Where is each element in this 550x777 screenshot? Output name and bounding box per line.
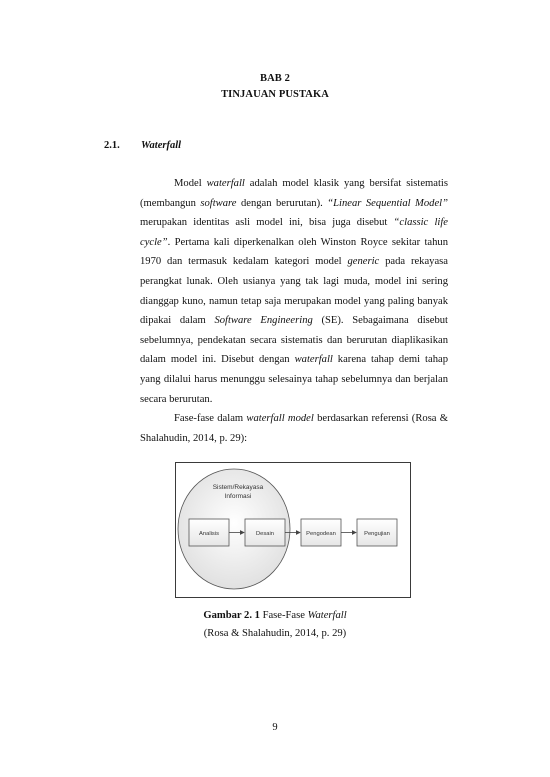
figure-caption: Gambar 2. 1 Fase-Fase Waterfall [203, 610, 347, 621]
phase-label-pengujian: Pengujian [364, 530, 390, 537]
phase-label-analisis: Analisis [199, 530, 219, 537]
figure-source: (Rosa & Shalahudin, 2014, p. 29) [203, 628, 347, 639]
paragraph-phases: Fase-fase dalam waterfall model berdasarkan referensi (Rosa & Shalahudin, 2014, p. 29): [140, 413, 449, 444]
phase-label-desain: Desain [255, 530, 275, 537]
ellipse-label-line2: Informasi [224, 493, 252, 500]
chapter-title: TINJAUAN PUSTAKA [221, 89, 329, 100]
section-number: 2.1. [104, 140, 120, 151]
page-number: 9 [272, 722, 278, 733]
ellipse-label-line1: Sistem/Rekayasa [212, 484, 264, 491]
section-title: Waterfall [141, 140, 182, 151]
waterfall-diagram-svg [176, 463, 410, 597]
waterfall-diagram [175, 462, 411, 598]
body-text [140, 174, 448, 448]
chapter-number: BAB 2 [260, 73, 290, 84]
paragraph-intro: Model waterfall adalah model klasik yang bersifat sistematis (membangun software dengan berurutan). “Linear Sequential Model” merupakan identitas asli model ini, bisa juga disebut “classic life cycle”. Pertama kali diperkenalkan oleh Winston Royce sekitar tahun 1970 dan termasuk kedalam kategori model generic pada rekayasa perangkat lunak. Oleh usianya yang tak lagi muda, model ini sering dianggap kuno, namun tetap saja merupakan model yang paling banyak dipakai dalam Software Engineering (SE). Sebagaimana disebut sebelumnya, pendekatan secara sistematis dan berurutan diaplikasikan dalam model ini. Disebut dengan waterfall karena tahap demi tahap yang dilalui harus menunggu selesainya tahap sebelumnya dan berjalan secara berurutan. [140, 178, 449, 405]
phase-label-pengodean: Pengodean [306, 530, 336, 537]
